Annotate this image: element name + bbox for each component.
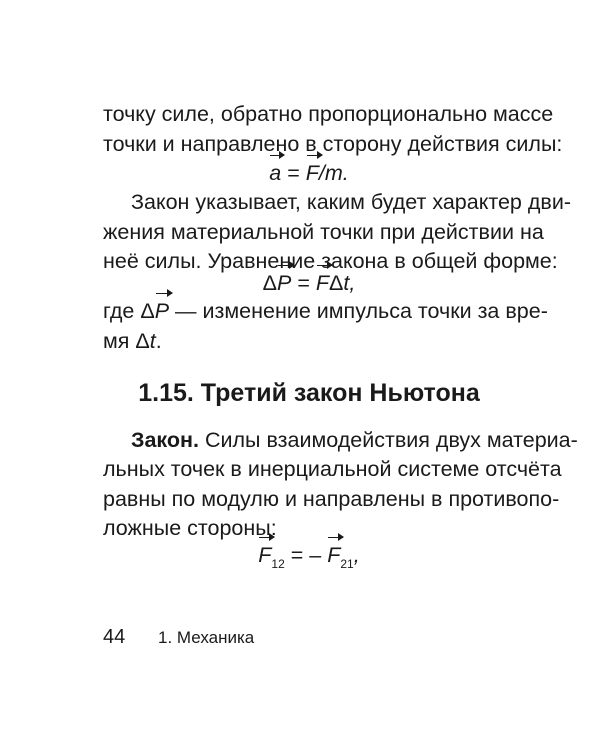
text-line bbox=[103, 99, 554, 129]
text-line-content: точку силе, обратно пропорционально массе bbox=[103, 102, 554, 126]
equals-sign: = bbox=[281, 161, 306, 185]
text-line bbox=[103, 296, 548, 326]
formula-tail: /m. bbox=[318, 161, 349, 185]
vector-f21: F bbox=[327, 540, 340, 570]
text-line bbox=[103, 217, 544, 247]
vector-p: P bbox=[277, 268, 291, 298]
text-line-content bbox=[103, 299, 548, 323]
delta-symbol: Δ bbox=[329, 271, 344, 295]
vector-f12: F bbox=[258, 540, 271, 570]
text-prefix: где Δ bbox=[103, 299, 155, 323]
vector-p: P bbox=[155, 296, 169, 326]
text-line bbox=[103, 187, 571, 217]
text-line bbox=[103, 326, 515, 356]
time-variable: t bbox=[343, 271, 350, 295]
equals-sign: = bbox=[291, 271, 316, 295]
text-rest: — изменение импульса точки за вре- bbox=[169, 299, 548, 323]
text-line-content: жения материальной точки при действии на bbox=[103, 220, 544, 244]
running-title: 1. Механика bbox=[158, 628, 255, 647]
vector-f: F bbox=[306, 158, 319, 188]
formula-tail: , bbox=[353, 543, 360, 567]
subscript: 21 bbox=[340, 557, 354, 571]
text-line-content: льных точек в инерциальной системе отсчёта bbox=[103, 457, 562, 481]
delta-symbol: Δ bbox=[262, 271, 278, 295]
time-variable: t bbox=[149, 329, 156, 353]
formula-third-law bbox=[103, 540, 515, 579]
equals-minus: = – bbox=[284, 543, 328, 567]
text-line-content: Закон указывает, каким будет характер дви- bbox=[131, 190, 571, 214]
text-line-content bbox=[131, 428, 578, 452]
text-line bbox=[103, 513, 515, 543]
formula-tail: , bbox=[349, 271, 356, 295]
text-line-content: неё силы. Уравнение закона в общей форме: bbox=[103, 249, 558, 273]
text-line bbox=[103, 484, 560, 514]
text-line-content: ложные стороны: bbox=[103, 516, 277, 540]
text-line bbox=[103, 425, 578, 455]
subscript: 12 bbox=[271, 557, 285, 571]
law-label: Закон. bbox=[131, 428, 199, 452]
text-line-content: точки и направлено в сторону действия силы: bbox=[103, 132, 563, 156]
text-rest: . bbox=[155, 329, 162, 353]
vector-f: F bbox=[316, 268, 329, 298]
text-line bbox=[103, 454, 562, 484]
vector-a: a bbox=[269, 158, 281, 188]
text-prefix: мя Δ bbox=[103, 329, 150, 353]
formula-acceleration bbox=[103, 158, 515, 188]
text-rest: Силы взаимодействия двух материа- bbox=[199, 428, 578, 452]
section-heading: 1.15. Третий закон Ньютона bbox=[138, 379, 480, 407]
text-line-content: равны по модулю и направлены в противопо- bbox=[103, 487, 560, 511]
page-number: 44 bbox=[103, 626, 126, 648]
